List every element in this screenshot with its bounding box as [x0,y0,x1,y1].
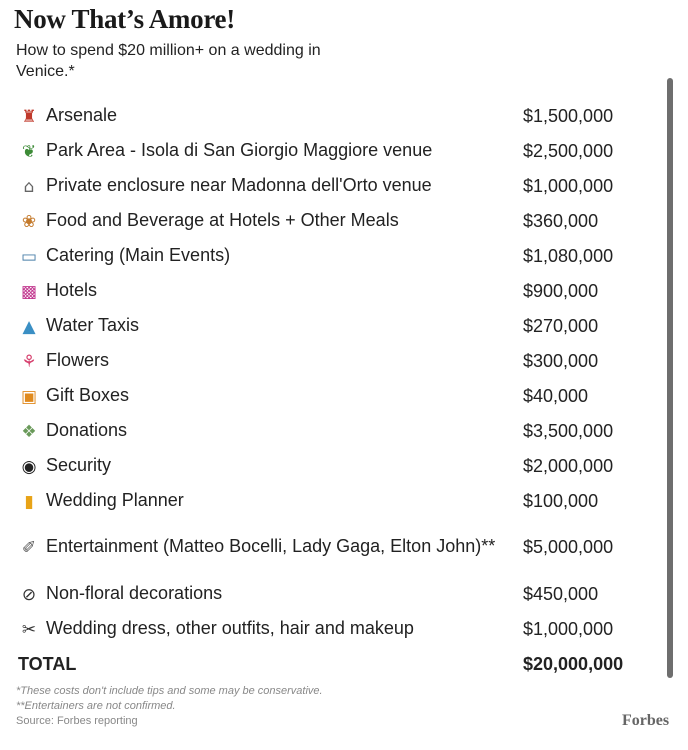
item-name: Gift Boxes [46,384,130,405]
list-item [18,483,658,518]
item-name: Food and Beverage at Hotels + Other Meals [46,209,399,230]
leaf-icon: ❦ [21,141,37,162]
list-item [18,413,658,448]
item-name: Water Taxis [46,314,140,335]
footnote-costs: *These costs don't include tips and some may be conservative. [16,685,323,697]
pretzel-icon: ❀ [21,211,37,232]
hotel-icon: ▩ [20,281,38,302]
page-subtitle: How to spend $20 million+ on a wedding in Venice.* [16,42,321,80]
item-name: Park Area - Isola di San Giorgio Maggiore venue [46,139,433,160]
total-label: TOTAL [18,654,77,674]
list-item [18,273,658,308]
list-item [18,168,658,203]
item-name: Non-floral decorations [46,582,223,603]
footnote-entertainers: **Entertainers are not confirmed. [16,700,176,712]
tulip-icon: ⚘ [21,351,37,372]
item-amount: $450,000 [523,583,599,604]
item-amount: $40,000 [523,385,589,406]
list-item [18,98,658,133]
item-amount: $900,000 [523,280,599,301]
list-item [18,203,658,238]
page-title: Now That’s Amore! [14,4,235,34]
list-item [18,308,658,343]
item-amount: $270,000 [523,315,599,336]
item-amount: $100,000 [523,490,599,511]
scissors-icon: ✂ [21,619,37,640]
item-name: Catering (Main Events) [46,244,231,265]
item-name: Wedding Planner [46,489,184,510]
list-item [18,576,658,611]
list-item [18,133,658,168]
item-amount: $360,000 [523,210,599,231]
list-item [18,518,658,576]
item-name: Arsenale [46,104,118,125]
van-icon: ▭ [20,246,38,267]
item-amount: $2,500,000 [523,140,614,161]
list-item [18,378,658,413]
no-balloon-icon: ⊘ [21,584,37,605]
sunglasses-icon: ◉ [21,456,37,477]
list-item [18,238,658,273]
item-name: Entertainment (Matteo Bocelli, Lady Gaga, Elton John)** [46,536,496,556]
item-amount: $1,000,000 [523,618,614,639]
item-amount: $1,080,000 [523,245,614,266]
item-amount: $1,000,000 [523,175,614,196]
forbes-logo: Forbes [622,712,670,729]
money-icon: ❖ [21,421,37,442]
item-amount: $3,500,000 [523,420,614,441]
footnotes [16,684,323,729]
castle-icon: ♜ [21,106,37,127]
notebook-icon: ▮ [24,491,34,512]
item-name: Security [46,454,112,475]
cost-list [18,98,658,682]
item-amount: $2,000,000 [523,455,614,476]
microphone-icon: ✐ [21,538,37,558]
item-name: Flowers [46,349,110,370]
item-amount: $1,500,000 [523,105,614,126]
scrollbar[interactable] [667,78,673,678]
boat-icon: ▲ [22,316,36,337]
item-name: Wedding dress, other outfits, hair and makeup [46,617,414,638]
source-note: Source: Forbes reporting [16,715,138,727]
item-name: Donations [46,419,128,440]
item-amount: $300,000 [523,350,599,371]
item-amount: $5,000,000 [523,537,614,557]
item-name: Hotels [46,279,98,300]
list-item [18,343,658,378]
item-name: Private enclosure near Madonna dell'Orto venue [46,174,432,195]
list-item [18,448,658,483]
list-item [18,611,658,646]
gift-icon: ▣ [20,386,38,407]
total-amount: $20,000,000 [523,654,624,674]
classical-building-icon: ⌂ [23,176,35,197]
total-row [18,646,658,682]
